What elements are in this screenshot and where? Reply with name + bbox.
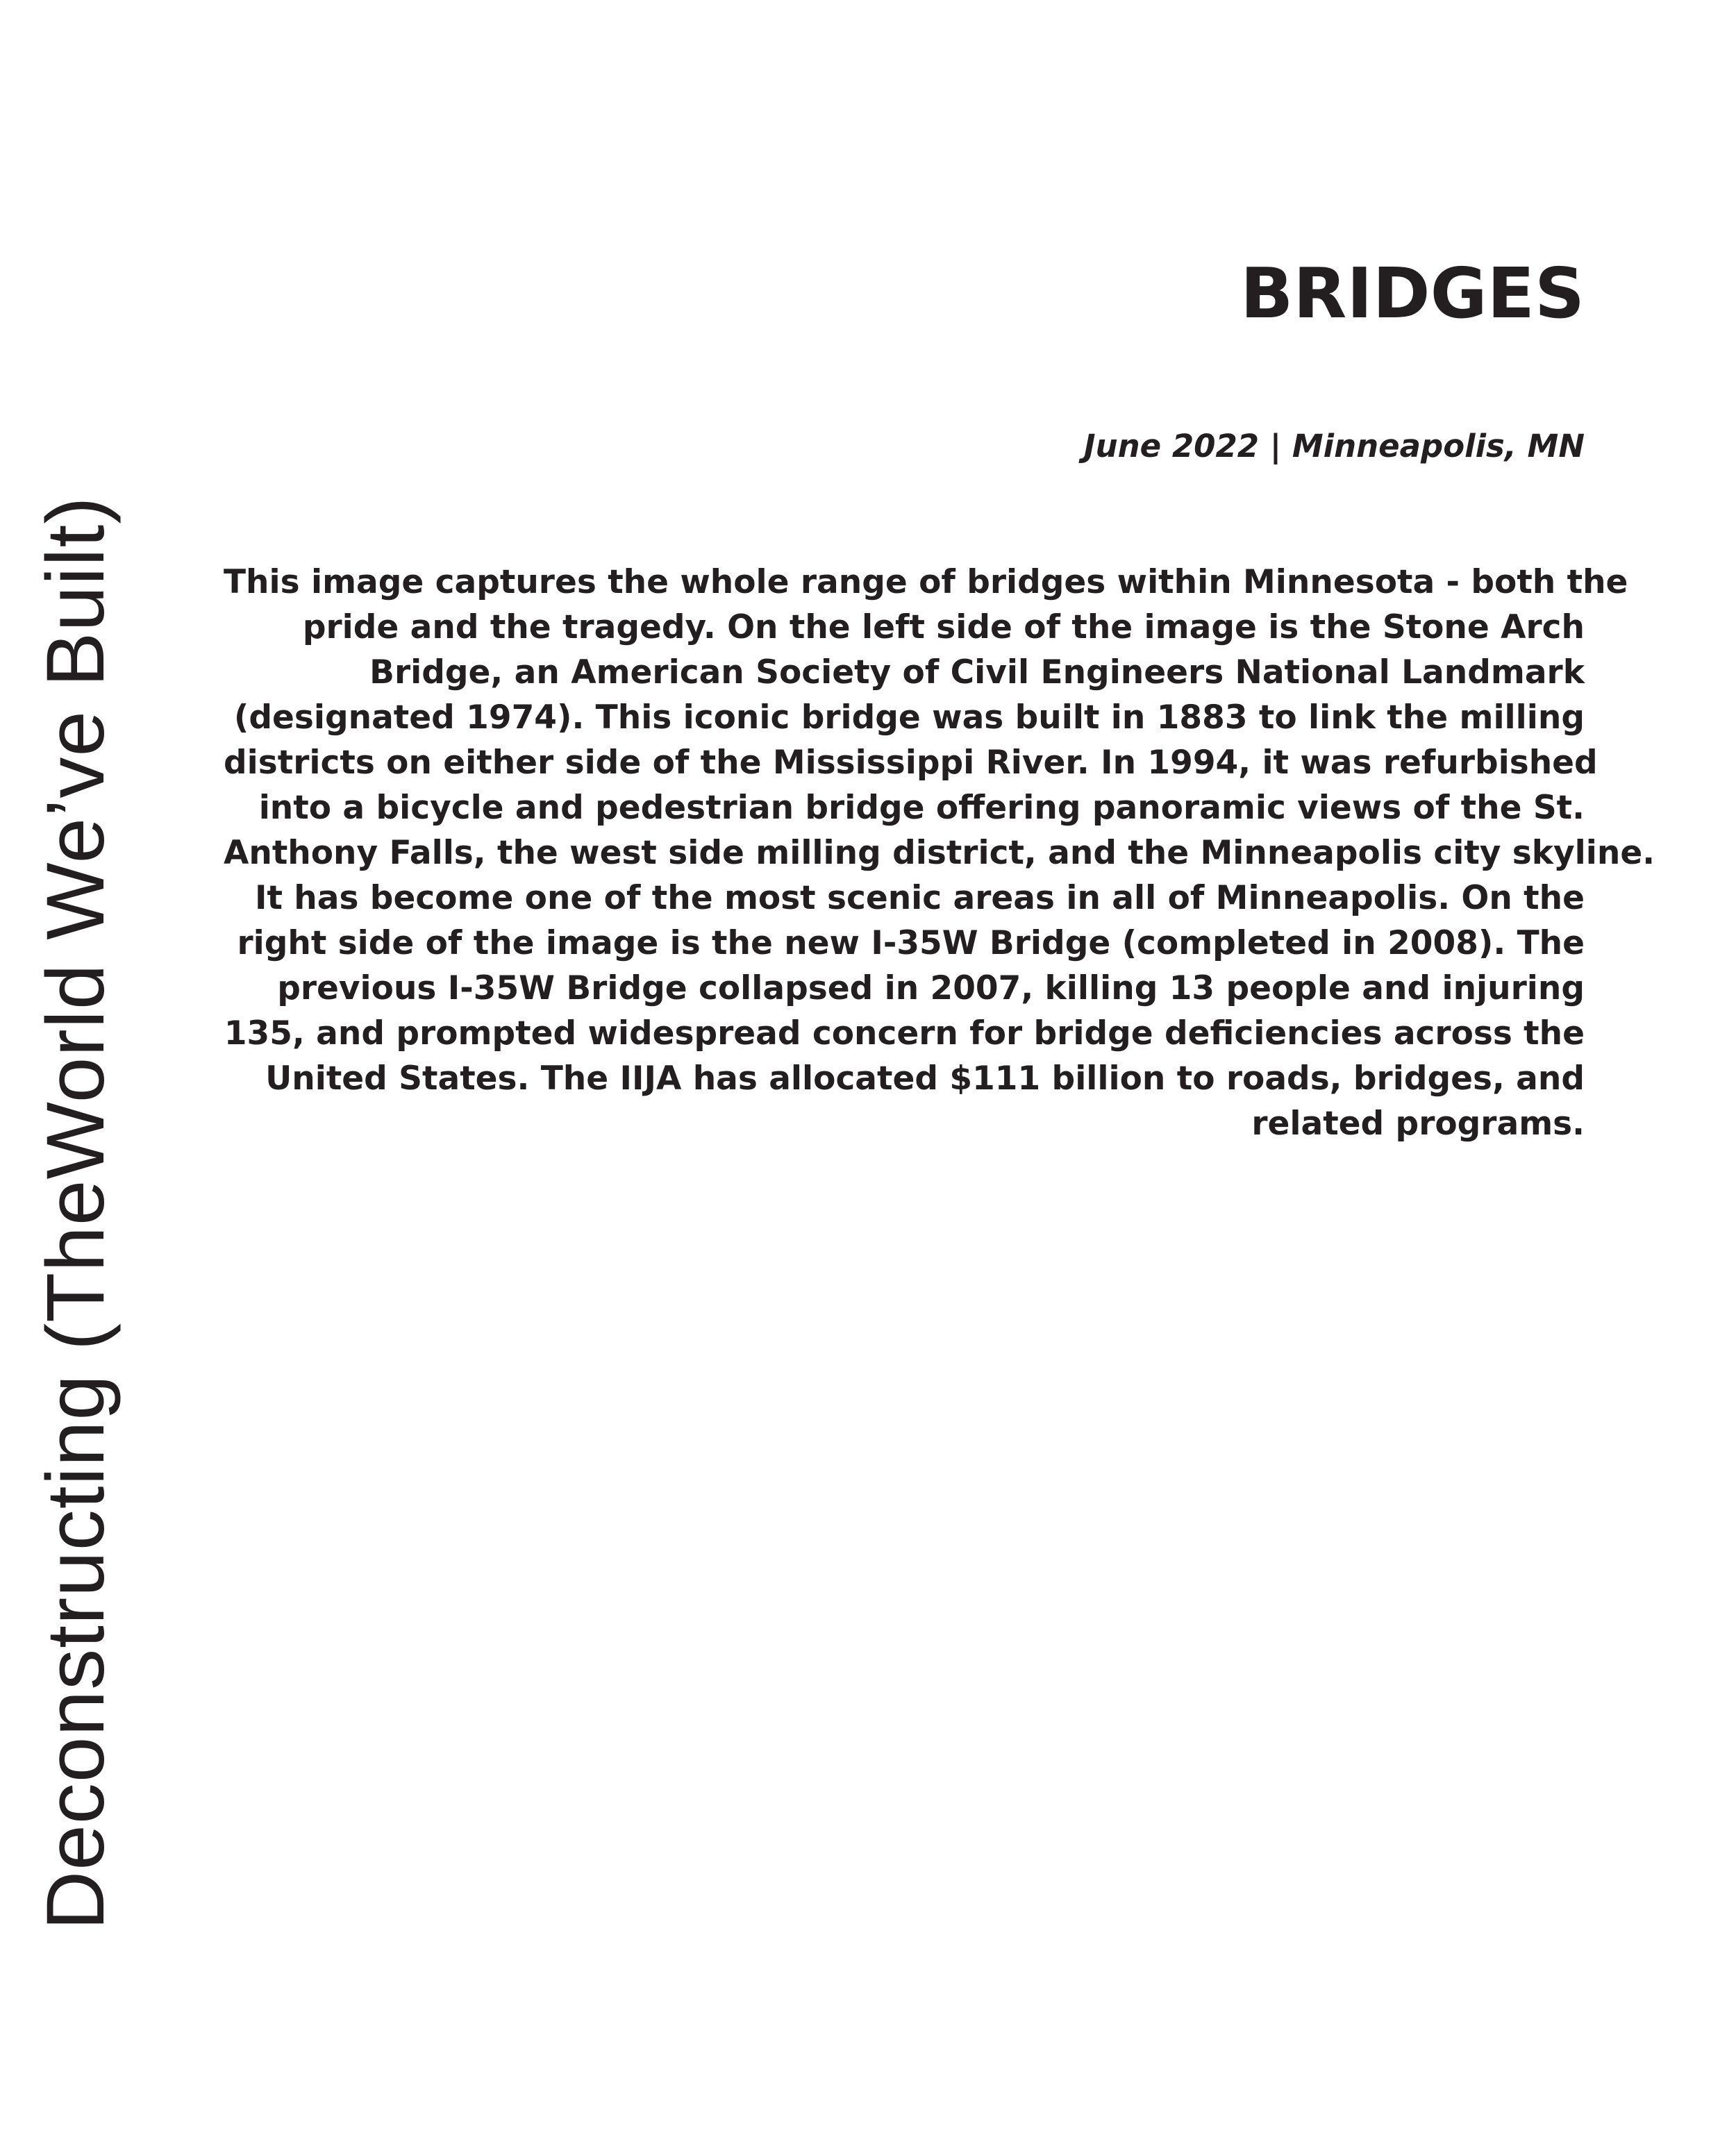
body-line: 135, and prompted widespread concern for bridge deficiencies across the	[224, 1014, 1585, 1053]
body-line: United States. The IIJA has allocated $111 billion to roads, bridges, and	[265, 1060, 1585, 1098]
vertical-series-title: Deconstructing (TheWorld We’ve Built)	[30, 496, 122, 1930]
body-line: previous I-35W Bridge collapsed in 2007, killing 13 people and injuring	[277, 969, 1585, 1007]
body-line: Bridge, an American Society of Civil Engineers National Landmark	[369, 653, 1585, 692]
body-line: This image captures the whole range of bridges within Minnesota - both the	[224, 563, 1628, 601]
body-paragraph	[224, 560, 1655, 1146]
body-line: districts on either side of the Mississippi River. In 1994, it was refurbished	[224, 744, 1598, 782]
dateline: June 2022 | Minneapolis, MN	[1083, 428, 1585, 464]
body-line: pride and the tragedy. On the left side of the image is the Stone Arch	[302, 608, 1585, 646]
body-line: right side of the image is the new I-35W Bridge (completed in 2008). The	[237, 924, 1585, 962]
body-line: (designated 1974). This iconic bridge was built in 1883 to link the milling	[233, 698, 1585, 737]
body-line: related programs.	[1251, 1105, 1585, 1143]
page-title: BRIDGES	[1240, 253, 1585, 334]
body-line: It has become one of the most scenic areas in all of Minneapolis. On the	[254, 879, 1585, 917]
body-line: Anthony Falls, the west side milling district, and the Minneapolis city skyline.	[224, 834, 1655, 872]
body-line: into a bicycle and pedestrian bridge offering panoramic views of the St.	[258, 789, 1585, 827]
